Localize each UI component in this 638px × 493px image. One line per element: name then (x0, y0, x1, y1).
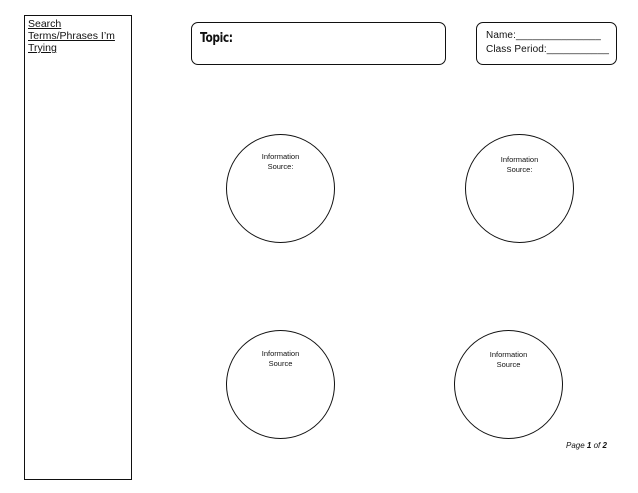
information-source-circle-2[interactable] (465, 134, 574, 243)
name-field[interactable]: Name:_______________ (486, 30, 601, 41)
student-info-box[interactable] (476, 22, 617, 65)
search-terms-box[interactable] (24, 15, 132, 480)
page-current: 1 (586, 441, 592, 450)
information-source-label-1: Information Source: (261, 152, 300, 171)
information-source-circle-3[interactable] (226, 330, 335, 439)
page-number (566, 441, 607, 450)
information-source-circle-1[interactable] (226, 134, 335, 243)
information-source-label-3: Information Source (261, 349, 300, 368)
page-total: 2 (602, 441, 607, 450)
topic-label: Topic: (200, 31, 233, 46)
search-terms-label: Search Terms/Phrases I’m Trying (28, 18, 115, 54)
page-prefix: Page (566, 441, 587, 450)
class-period-field[interactable]: Class Period:___________ (486, 44, 610, 55)
topic-box[interactable] (191, 22, 446, 65)
information-source-label-2: Information Source: (500, 155, 539, 174)
page-separator: of (591, 441, 603, 450)
information-source-label-4: Information Source (489, 350, 528, 369)
information-source-circle-4[interactable] (454, 330, 563, 439)
